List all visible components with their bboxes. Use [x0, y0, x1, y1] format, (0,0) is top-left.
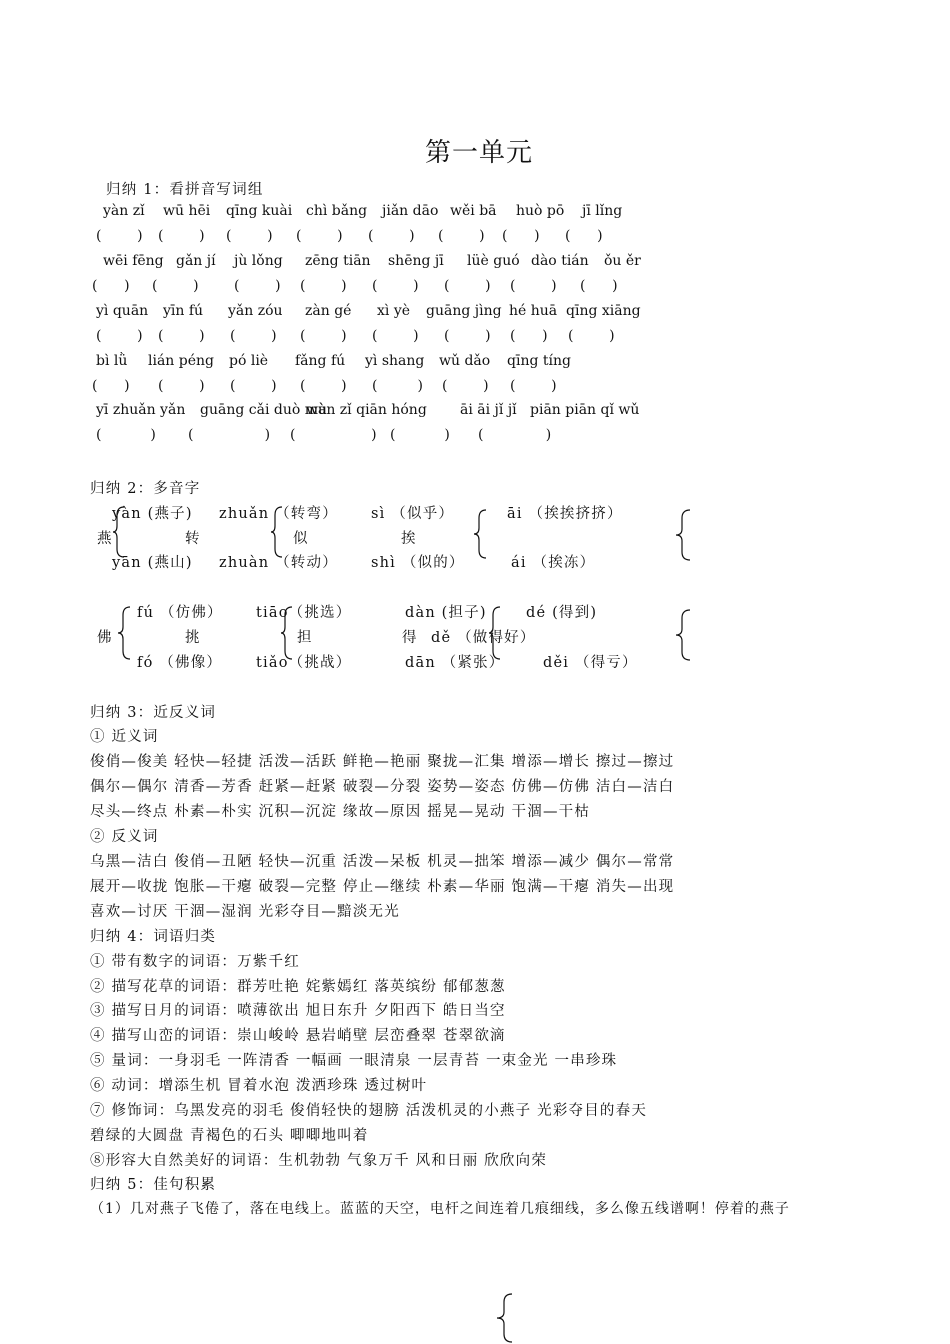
category-item: ① 带有数字的词语：万紫千红 [90, 954, 300, 970]
dan-reading-2: dān （紧张） [405, 655, 505, 671]
answer-blank[interactable]: ( ) [158, 328, 205, 344]
char-zhuan: 转 [185, 531, 201, 547]
pinyin-word: huò pō [516, 203, 565, 219]
tiao-reading-2: tiǎo（挑战） [256, 655, 352, 671]
answer-blank[interactable]: ( ) [442, 378, 489, 394]
pinyin-word: wàn zǐ qiān hóng [306, 402, 427, 418]
pinyin-word: hé huā [509, 303, 558, 319]
answer-blank[interactable]: ( ) [502, 228, 540, 244]
section4-heading: 归纳 4：词语归类 [90, 929, 217, 945]
pinyin-word: yàn zǐ [103, 203, 145, 219]
answer-blank[interactable]: ( ) [444, 328, 491, 344]
de-reading-2: dě （做得好） [431, 630, 536, 646]
tiao-reading-1: tiāo（挑选） [256, 605, 352, 621]
answer-blank[interactable]: ( ) [290, 427, 377, 443]
pinyin-word: zēng tiān [305, 253, 371, 269]
pinyin-word: piān piān qǐ wǔ [530, 402, 640, 418]
category-item: ⑦ 修饰词：乌黑发亮的羽毛 俊俏轻快的翅膀 活泼机灵的小燕子 光彩夺目的春天 [90, 1103, 648, 1119]
category-item: ⑥ 动词：增添生机 冒着水泡 泼洒珍珠 透过树叶 [90, 1078, 428, 1094]
brace-tiao [280, 605, 294, 661]
answer-blank[interactable]: ( ) [372, 328, 419, 344]
category-item-continued: 碧绿的大圆盘 青褐色的石头 唧唧地叫着 [90, 1128, 369, 1144]
yan-reading-2: yān (燕山) [112, 555, 193, 571]
char-yan: 燕 [97, 531, 113, 547]
antonym-subheading: ② 反义词 [90, 829, 159, 845]
brace-zhuan [270, 505, 284, 559]
pinyin-word: guāng cǎi duò mù [200, 402, 328, 418]
page-title: 第一单元 [425, 138, 534, 168]
answer-blank[interactable]: ( ) [368, 228, 415, 244]
answer-blank[interactable]: ( ) [92, 278, 130, 294]
de-reading-3: děi （得亏） [543, 655, 638, 671]
category-item: ③ 描写日月的词语：喷薄欲出 旭日东升 夕阳西下 皓日当空 [90, 1003, 506, 1019]
pinyin-word: yīn fú [163, 303, 204, 319]
section2-heading: 归纳 2：多音字 [90, 481, 201, 497]
char-dan: 担 [297, 630, 313, 646]
pinyin-word: jù lǒng [234, 253, 283, 269]
answer-blank[interactable]: ( ) [92, 378, 130, 394]
category-item: ② 描写花草的词语：群芳吐艳 姹紫嫣红 落英缤纷 郁郁葱葱 [90, 979, 506, 995]
ai-reading-1: āi （挨挨挤挤） [507, 506, 623, 522]
brace-fo [116, 605, 132, 661]
pinyin-word: dào tián [531, 253, 589, 269]
answer-blank[interactable]: ( ) [444, 278, 491, 294]
char-fo: 佛 [97, 630, 113, 646]
antonym-line: 喜欢—讨厌 干涸—湿润 光彩夺目—黯淡无光 [90, 904, 400, 920]
answer-blank[interactable]: ( ) [300, 378, 347, 394]
answer-blank[interactable]: ( ) [372, 378, 423, 394]
zhuan-reading-1: zhuǎn （转弯） [219, 506, 338, 522]
zhuan-reading-2: zhuàn （转动） [219, 555, 338, 571]
pinyin-word: lián péng [148, 353, 214, 369]
char-ai: 挨 [401, 531, 417, 547]
pinyin-word: yī zhuǎn yǎn [96, 402, 186, 418]
pinyin-word: qīng kuài [226, 203, 293, 219]
char-si: 似 [293, 531, 309, 547]
fo-reading-2: fó （佛像） [137, 655, 223, 671]
synonym-line: 尽头—终点 朴素—朴实 沉积—沉淀 缘故—原因 摇晃—晃动 干涸—干枯 [90, 804, 591, 820]
section5-heading: 归纳 5：佳句积累 [90, 1177, 217, 1193]
ai-reading-2: ái （挨冻） [511, 555, 596, 571]
synonym-line: 俊俏—俊美 轻快—轻捷 活泼—活跃 鲜艳—艳丽 聚拢—汇集 增添—增长 擦过—擦过 [90, 754, 675, 770]
section3-heading: 归纳 3：近反义词 [90, 705, 217, 721]
brace-ai [472, 508, 488, 560]
antonym-line: 展开—收拢 饱胀—干瘪 破裂—完整 停止—继续 朴素—华丽 饱满—干瘪 消失—出现 [90, 879, 675, 895]
pinyin-word: wěi bā [450, 203, 497, 219]
pinyin-word: wū hēi [163, 203, 211, 219]
pinyin-word: āi āi jǐ jǐ [460, 402, 517, 418]
pinyin-word: qīng xiāng [566, 303, 641, 319]
de-reading-1: dé (得到) [526, 605, 598, 621]
pinyin-word: pó liè [229, 353, 269, 369]
pinyin-word: yǎn zóu [228, 303, 283, 319]
pinyin-word: yì shang [365, 353, 425, 369]
pinyin-word: zàn gé [305, 303, 352, 319]
brace-yan [112, 505, 126, 559]
answer-blank[interactable]: ( ) [96, 427, 156, 443]
answer-blank[interactable]: ( ) [580, 278, 618, 294]
answer-blank[interactable]: ( ) [96, 228, 143, 244]
answer-blank[interactable]: ( ) [234, 278, 281, 294]
fo-reading-1: fú （仿佛） [137, 605, 223, 621]
answer-blank[interactable]: ( ) [510, 378, 557, 394]
char-de: 得 [402, 630, 418, 646]
answer-blank[interactable]: ( ) [372, 278, 419, 294]
char-tiao: 挑 [185, 630, 201, 646]
synonym-line: 偶尔—偶尔 清香—芳香 赶紧—赶紧 破裂—分裂 姿势—姿态 仿佛—仿佛 洁白—洁白 [90, 779, 675, 795]
pinyin-word: jiǎn dāo [382, 203, 439, 219]
brace-empty-1 [674, 508, 692, 562]
pinyin-word: wǔ dǎo [439, 353, 491, 369]
answer-blank[interactable]: ( ) [230, 328, 277, 344]
dan-reading-1: dàn (担子) [405, 605, 487, 621]
pinyin-word: lüè guó [467, 253, 520, 269]
pinyin-word: yì quān [96, 303, 149, 319]
answer-blank[interactable]: ( ) [226, 228, 273, 244]
sentence-1: （1）几对燕子飞倦了，落在电线上。蓝蓝的天空，电杆之间连着几痕细线，多么像五线谱啊！停着的燕子 [90, 1201, 790, 1217]
answer-blank[interactable]: ( ) [568, 328, 615, 344]
answer-blank[interactable]: ( ) [158, 378, 205, 394]
pinyin-word: shēng jī [388, 253, 444, 269]
pinyin-word: gǎn jí [176, 253, 216, 269]
brace-bottom [494, 1292, 514, 1344]
answer-blank[interactable]: ( ) [565, 228, 603, 244]
answer-blank[interactable]: ( ) [478, 427, 552, 443]
answer-blank[interactable]: ( ) [96, 328, 143, 344]
pinyin-word: wēi fēng [103, 253, 164, 269]
pinyin-word: xì yè [377, 303, 411, 319]
answer-blank[interactable]: ( ) [510, 278, 557, 294]
antonym-line: 乌黑—洁白 俊俏—丑陋 轻快—沉重 活泼—呆板 机灵—拙笨 增添—减少 偶尔—常常 [90, 854, 675, 870]
si-reading-1: sì （似乎） [371, 506, 455, 522]
yan-reading-1: yàn (燕子) [112, 506, 193, 522]
answer-blank[interactable]: ( ) [390, 427, 450, 443]
si-reading-2: shì （似的） [371, 555, 465, 571]
category-item: ⑧形容大自然美好的词语：生机勃勃 气象万千 风和日丽 欣欣向荣 [90, 1153, 548, 1169]
pinyin-word: jī lǐng [582, 203, 623, 219]
answer-blank[interactable]: ( ) [152, 278, 199, 294]
answer-blank[interactable]: ( ) [510, 328, 548, 344]
pinyin-word: fǎng fú [295, 353, 346, 369]
pinyin-word: bì lǜ [96, 353, 128, 369]
answer-blank[interactable]: ( ) [158, 228, 205, 244]
brace-de [488, 605, 502, 661]
pinyin-word: guāng jìng [426, 303, 502, 319]
pinyin-word: ǒu ěr [604, 253, 641, 269]
category-item: ⑤ 量词：一身羽毛 一阵清香 一幅画 一眼清泉 一层青苔 一束金光 一串珍珠 [90, 1053, 618, 1069]
answer-blank[interactable]: ( ) [300, 328, 347, 344]
answer-blank[interactable]: ( ) [188, 427, 271, 443]
answer-blank[interactable]: ( ) [230, 378, 277, 394]
answer-blank[interactable]: ( ) [296, 228, 343, 244]
answer-blank[interactable]: ( ) [438, 228, 485, 244]
pinyin-word: chì bǎng [306, 203, 368, 219]
section1-heading: 归纳 1：看拼音写词组 [106, 182, 264, 198]
synonym-subheading: ① 近义词 [90, 729, 159, 745]
brace-empty-2 [674, 608, 692, 662]
category-item: ④ 描写山峦的词语：崇山峻岭 悬岩峭壁 层峦叠翠 苍翠欲滴 [90, 1028, 506, 1044]
answer-blank[interactable]: ( ) [300, 278, 347, 294]
pinyin-word: qīng tíng [507, 353, 571, 369]
